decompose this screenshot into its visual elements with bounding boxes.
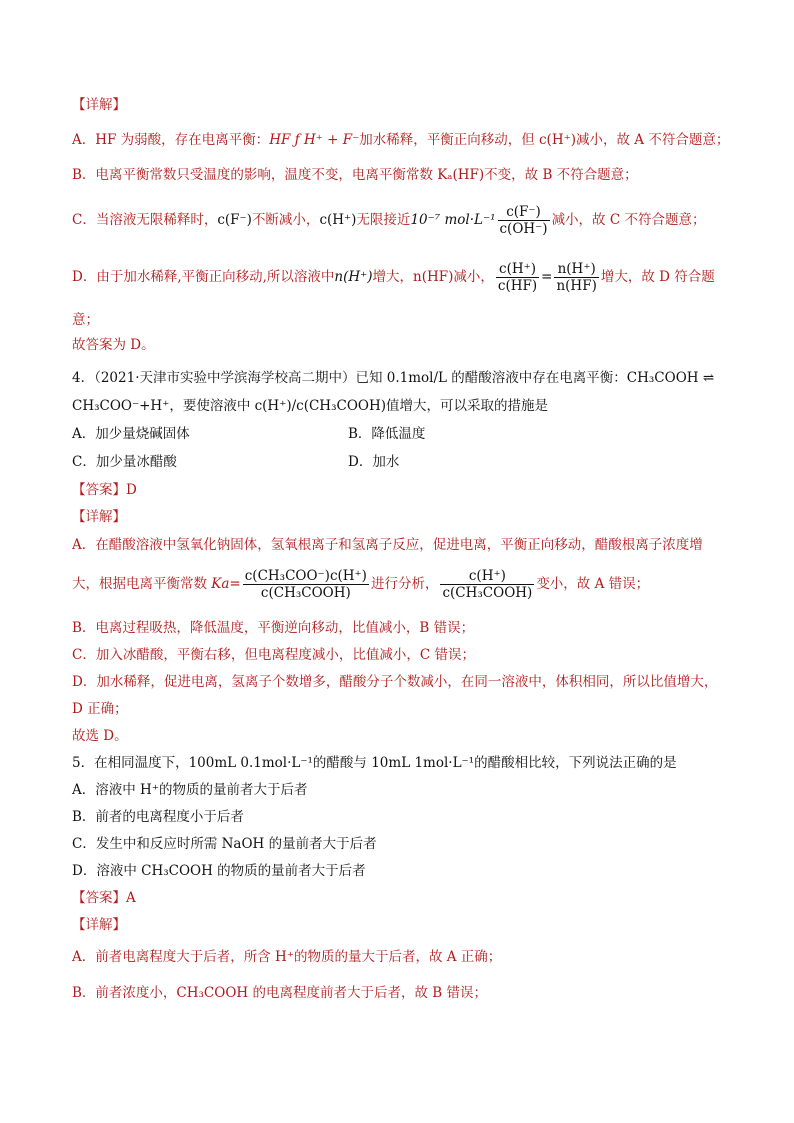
item3-option-d-explanation xyxy=(72,253,715,301)
q4-option-b: B．降低温度 xyxy=(348,426,426,442)
q4-explanation-b: B．电离过程吸热，降低温度，平衡逆向移动，比值减小，B 错误； xyxy=(72,620,475,636)
item3-a-head: A．HF 为弱酸，存在电离平衡： xyxy=(72,132,270,148)
item3-c-fraction xyxy=(498,204,550,237)
q4-a2-head: 大，根据电离平衡常数 xyxy=(72,576,212,592)
item3-option-b-explanation: B．电离平衡常数只受温度的影响，温度不变，电离平衡常数 Kₐ(HF)不变，故 B 不符合题意； xyxy=(72,167,638,183)
q5-option-c: C．发生中和反应时所需 NaOH 的量前者大于后者 xyxy=(72,836,377,852)
item3-d-head: D．由于加水稀释,平衡正向移动,所以溶液中 xyxy=(72,269,335,285)
item3-d-equals: = xyxy=(541,269,553,285)
item3-d-tail: 增大，故 D 符合题 xyxy=(600,269,715,285)
q4-ka-fraction xyxy=(243,568,369,601)
q5-option-a: A．溶液中 H⁺的物质的量前者大于后者 xyxy=(72,782,308,798)
q4-ka-num: c(CH₃COO⁻)c(H⁺) xyxy=(244,568,367,584)
q4-ratio-fraction xyxy=(440,568,534,601)
item3-c-tail: 减小，故 C 不符合题意； xyxy=(551,212,706,228)
item3-d-fraction-1 xyxy=(496,261,539,294)
item3-d-f1-den: c(HF) xyxy=(497,278,538,294)
item3-c-ch: c(H⁺) xyxy=(319,212,357,228)
q4-explanation-a-line1: A．在醋酸溶液中氢氧化钠固体，氢氧根离子和氢离子反应，促进电离，平衡正向移动，醋酸根离子浓度增 xyxy=(72,537,703,553)
q4-a2-ka: Ka= xyxy=(211,576,241,592)
q4-ratio-den: c(CH₃COOH) xyxy=(442,585,533,601)
item3-c-head: C．当溶液无限稀释时， xyxy=(72,212,218,228)
q4-explanation-a-line2 xyxy=(72,560,649,608)
item3-c-frac-den: c(OH⁻) xyxy=(499,221,548,237)
item3-answer: 故答案为 D。 xyxy=(72,337,155,353)
item3-option-a-explanation xyxy=(72,131,729,149)
q4-ka-den: c(CH₃COOH) xyxy=(260,585,351,601)
item3-a-tail: 加水稀释，平衡正向移动，但 c(H⁺)减小，故 A 不符合题意； xyxy=(359,132,730,148)
item3-c-limit: 10⁻⁷ mol·L⁻¹ xyxy=(410,212,496,228)
q4-explanation-c: C．加入冰醋酸，平衡右移，但电离程度减小，比值减小，C 错误； xyxy=(72,647,475,663)
item3-d-fraction-2 xyxy=(554,261,598,294)
q4-stem-line1: 4．（2021·天津市实验中学滨海学校高二期中）已知 0.1mol/L 的醋酸溶液中存在电离平衡：CH₃COOH ⇌ xyxy=(72,370,715,386)
item3-a-equation: HF ƒ H⁺ + F⁻ xyxy=(269,132,360,148)
q4-explanation-d-line2: D 正确； xyxy=(72,701,128,717)
q5-option-b: B．前者的电离程度小于后者 xyxy=(72,809,244,825)
q4-choice: 故选 D。 xyxy=(72,728,128,744)
item3-c-cf: c(F⁻) xyxy=(217,212,252,228)
item3-c-frac-num: c(F⁻) xyxy=(498,204,550,221)
q5-answer: 【答案】A xyxy=(72,890,136,906)
q4-option-d: D．加水 xyxy=(348,454,400,470)
q5-option-d: D．溶液中 CH₃COOH 的物质的量前者大于后者 xyxy=(72,863,366,879)
item3-d-mid: 增大，n(HF)减小， xyxy=(372,269,494,285)
q5-stem: 5．在相同温度下，100mL 0.1mol·L⁻¹的醋酸与 10mL 1mol·L⁻¹的醋酸相比较，下列说法正确的是 xyxy=(72,755,677,771)
q4-option-c: C．加少量冰醋酸 xyxy=(72,454,177,470)
q4-detail-label: 【详解】 xyxy=(72,509,126,525)
item3-option-d-explanation-cont: 意； xyxy=(72,312,99,328)
q4-answer: 【答案】D xyxy=(72,482,137,498)
item3-d-f1-num: c(H⁺) xyxy=(496,261,539,278)
q4-stem-line2: CH₃COO⁻+H⁺，要使溶液中 c(H⁺)/c(CH₃COOH)值增大，可以采取的措施是 xyxy=(72,398,548,414)
item3-option-c-explanation xyxy=(72,196,705,244)
q4-ratio-num: c(H⁺) xyxy=(440,568,534,585)
detail-label: 【详解】 xyxy=(72,97,126,113)
q4-a2-mid: 进行分析， xyxy=(370,576,439,592)
q5-explanation-a: A．前者电离程度大于后者，所含 H⁺的物质的量大于后者，故 A 正确； xyxy=(72,949,502,965)
item3-c-mid1: 不断减小， xyxy=(251,212,320,228)
q5-detail-label: 【详解】 xyxy=(72,917,126,933)
item3-c-mid2: 无限接近 xyxy=(356,212,411,228)
item3-d-f2-num: n(H⁺) xyxy=(554,261,598,278)
q5-explanation-b: B．前者浓度小，CH₃COOH 的电离程度前者大于后者，故 B 错误； xyxy=(72,985,487,1001)
q4-option-a: A．加少量烧碱固体 xyxy=(72,426,190,442)
item3-d-nh: n(H⁺) xyxy=(334,269,373,285)
q4-explanation-d-line1: D．加水稀释，促进电离，氢离子个数增多，醋酸分子个数减小，在同一溶液中，体积相同，所以比值增大， xyxy=(72,674,718,690)
item3-d-f2-den: n(HF) xyxy=(556,278,597,294)
q4-a2-tail: 变小，故 A 错误； xyxy=(536,576,650,592)
